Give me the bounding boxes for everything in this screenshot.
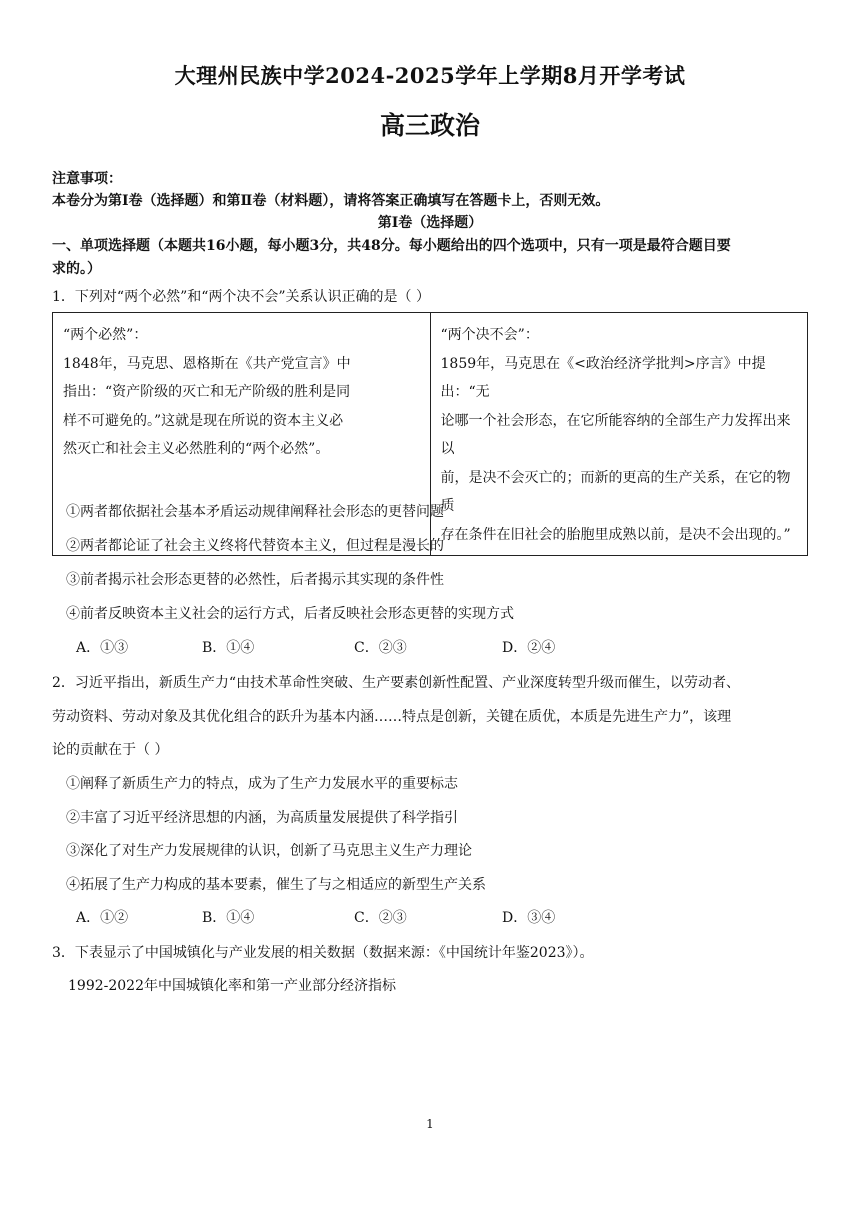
notice-text: 本卷分为第Ⅰ卷（选择题）和第Ⅱ卷（材料题），请将答案正确填写在答题卡上，否则无效。 <box>52 193 610 209</box>
q2-statement: ④拓展了生产力构成的基本要素，催生了与之相适应的新型生产关系 <box>66 877 486 893</box>
q1-right-cell <box>430 313 808 556</box>
q1-option-a[interactable]: A．①③ <box>76 640 129 656</box>
q1-statement: ③前者揭示社会形态更替的必然性，后者揭示其实现的条件性 <box>66 572 444 588</box>
q2-option-d[interactable]: D．③④ <box>502 910 556 926</box>
exam-title: 大理州民族中学2024-2025学年上学期8月开学考试 <box>174 63 686 88</box>
q3-table-caption: 1992-2022年中国城镇化率和第一产业部分经济指标 <box>68 978 396 994</box>
q1-option-d[interactable]: D．②④ <box>502 640 556 656</box>
section-instruction-1: 一、单项选择题（本题共16小题，每小题3分，共48分。每小题给出的四个选项中，只有一项是最符合题目要 <box>52 238 731 254</box>
q1-right-line: 1859年，马克思在《<政治经济学批判>序言》中提出：“无 <box>440 355 766 400</box>
q1-option-b[interactable]: B．①④ <box>202 640 255 656</box>
q2-option-a[interactable]: A．①② <box>76 910 129 926</box>
q1-right-line: 论哪一个社会形态，在它所能容纳的全部生产力发挥出来以 <box>440 412 791 457</box>
notice-heading: 注意事项： <box>52 171 122 187</box>
q1-stem: 1．下列对“两个必然”和“两个决不会”关系认识正确的是（ ） <box>52 289 430 305</box>
q2-statement: ①阐释了新质生产力的特点，成为了生产力发展水平的重要标志 <box>66 776 458 792</box>
q2-option-b[interactable]: B．①④ <box>202 910 255 926</box>
q2-stem-line: 劳动资料、劳动对象及其优化组合的跃升为基本内涵……特点是创新，关键在质优，本质是先进生产力”，该理 <box>52 709 732 725</box>
q2-option-c[interactable]: C．②③ <box>354 910 407 926</box>
q1-left-line: 1848年，马克思、恩格斯在《共产党宣言》中 <box>63 355 351 372</box>
q1-left-line: 然灭亡和社会主义必然胜利的“两个必然”。 <box>63 441 330 457</box>
q1-statement: ②两者都论证了社会主义终将代替资本主义，但过程是漫长的 <box>66 538 444 554</box>
section-instruction-2: 求的。） <box>52 261 101 277</box>
q1-left-line: “两个必然”： <box>63 327 148 343</box>
section-title: 第Ⅰ卷（选择题） <box>377 215 483 231</box>
q2-statement: ②丰富了习近平经济思想的内涵，为高质量发展提供了科学指引 <box>66 810 458 826</box>
q2-statement: ③深化了对生产力发展规律的认识，创新了马克思主义生产力理论 <box>66 843 472 859</box>
q1-option-c[interactable]: C．②③ <box>354 640 407 656</box>
page-number: 1 <box>426 1117 434 1131</box>
exam-subject: 高三政治 <box>379 111 480 140</box>
q1-left-line: 样不可避免的。”这就是现在所说的资本主义必 <box>63 412 344 429</box>
q1-right-line: “两个决不会”： <box>440 327 539 343</box>
q1-left-line: 指出：“资产阶级的灭亡和无产阶级的胜利是同 <box>63 384 351 400</box>
q1-statement: ①两者都依据社会基本矛盾运动规律阐释社会形态的更替问题 <box>66 504 444 520</box>
q2-stem-line: 2．习近平指出，新质生产力“由技术革命性突破、生产要素创新性配置、产业深度转型升级而催生，以劳动者、 <box>52 675 741 691</box>
q2-stem-line: 论的贡献在于（ ） <box>52 742 169 758</box>
q3-stem: 3．下表显示了中国城镇化与产业发展的相关数据（数据来源：《中国统计年鉴2023》）。 <box>52 945 594 961</box>
q1-right-line: 存在条件在旧社会的胎胞里成熟以前，是决不会出现的。” <box>440 526 791 543</box>
q1-statement: ④前者反映资本主义社会的运行方式，后者反映社会形态更替的实现方式 <box>66 606 514 622</box>
q1-right-line: 前，是决不会灭亡的；而新的更高的生产关系，在它的物质 <box>440 469 791 514</box>
